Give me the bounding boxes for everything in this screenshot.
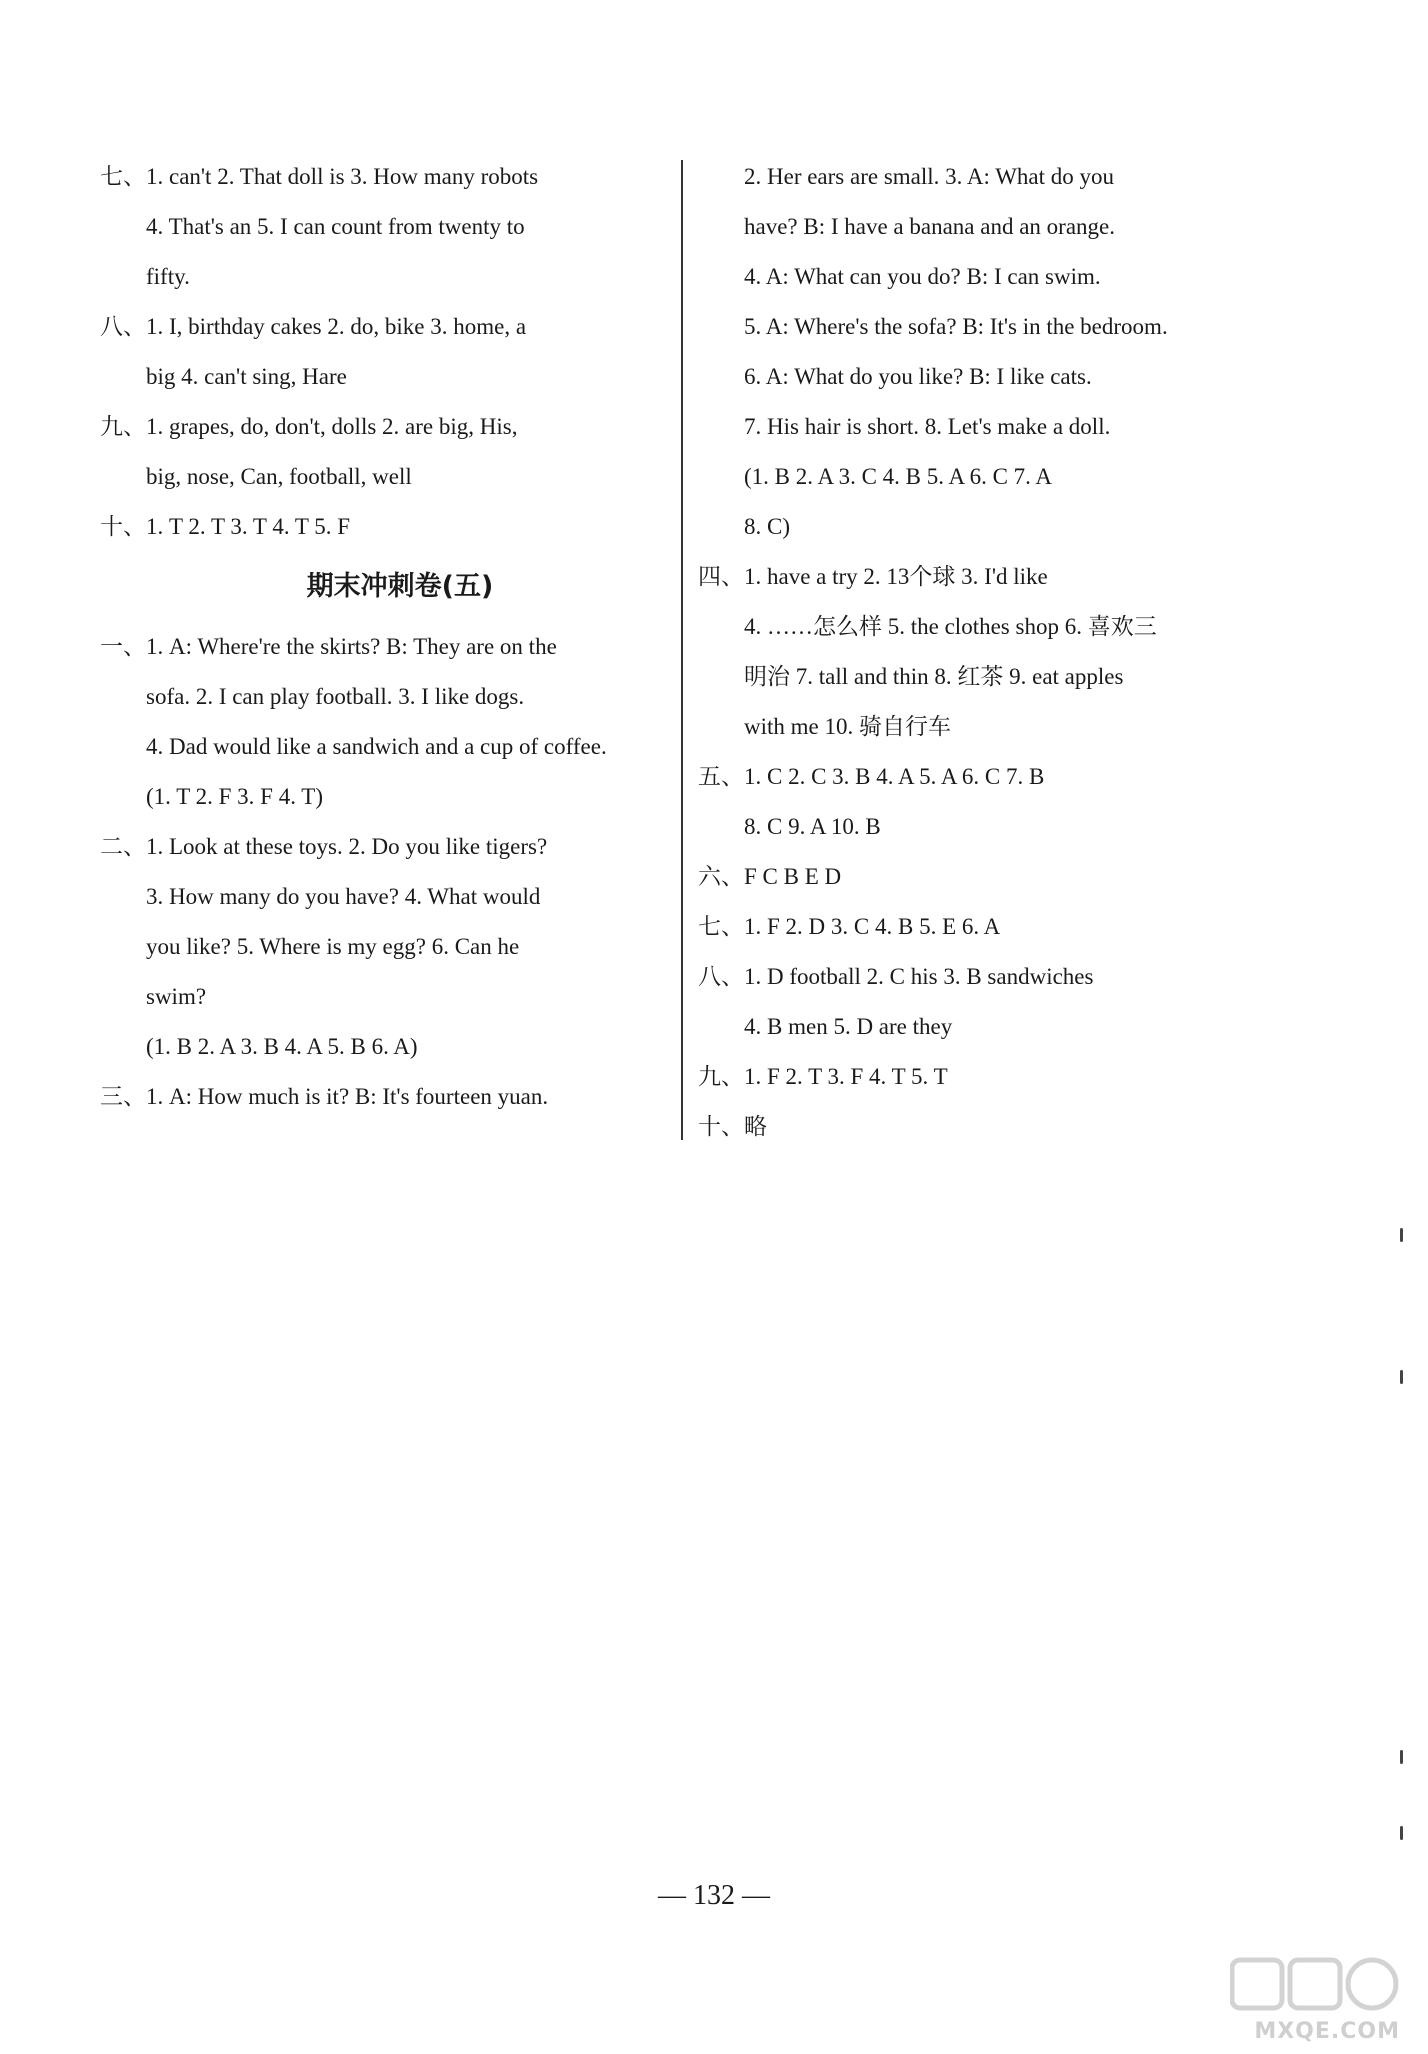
answer-line: 三、1. A: How much is it? B: It's fourteen yuan. <box>100 1084 549 1109</box>
page-number: — 132 — <box>658 1880 770 1911</box>
section-title: 期末冲刺卷(五) <box>306 571 494 602</box>
answer-line: 九、1. grapes, do, don't, dolls 2. are big, His, <box>100 414 518 439</box>
answer-line: 四、1. have a try 2. 13个球 3. I'd like <box>698 564 1048 589</box>
answer-line: 3. How many do you have? 4. What would <box>146 884 541 909</box>
answer-line: 4. B men 5. D are they <box>744 1014 953 1039</box>
answer-line: sofa. 2. I can play football. 3. I like dogs. <box>146 684 525 709</box>
answer-line: 8. C 9. A 10. B <box>744 814 881 839</box>
answer-line: 五、1. C 2. C 3. B 4. A 5. A 6. C 7. B <box>698 764 1045 789</box>
answer-line: (1. B 2. A 3. C 4. B 5. A 6. C 7. A <box>744 464 1053 489</box>
answer-line: 七、1. F 2. D 3. C 4. B 5. E 6. A <box>698 914 1001 939</box>
answer-line: you like? 5. Where is my egg? 6. Can he <box>146 934 520 959</box>
answer-line: swim? <box>146 984 207 1009</box>
answer-line: (1. B 2. A 3. B 4. A 5. B 6. A) <box>146 1034 418 1059</box>
answer-line: 8. C) <box>744 514 790 539</box>
answer-line: (1. T 2. F 3. F 4. T) <box>146 784 324 809</box>
answer-line: 明治 7. tall and thin 8. 红茶 9. eat apples <box>744 664 1124 689</box>
answer-line: 十、略 <box>698 1114 767 1139</box>
answer-line: 七、1. can't 2. That doll is 3. How many robots <box>100 164 539 189</box>
answer-line: 4. That's an 5. I can count from twenty to <box>146 214 525 239</box>
answer-line: 十、1. T 2. T 3. T 4. T 5. F <box>100 514 351 539</box>
answer-line: 5. A: Where's the sofa? B: It's in the bedroom. <box>744 314 1168 339</box>
answer-line: 2. Her ears are small. 3. A: What do you <box>744 164 1115 189</box>
answer-line: 4. A: What can you do? B: I can swim. <box>744 264 1101 289</box>
answer-line: with me 10. 骑自行车 <box>744 714 951 739</box>
answer-line: 7. His hair is short. 8. Let's make a doll. <box>744 414 1111 439</box>
scan-mark <box>1400 1750 1403 1764</box>
scan-mark <box>1400 1826 1403 1840</box>
answer-line: 二、1. Look at these toys. 2. Do you like tigers? <box>100 834 548 859</box>
answer-line: big, nose, Can, football, well <box>146 464 412 489</box>
answer-line: 一、1. A: Where're the skirts? B: They are on the <box>100 634 557 659</box>
column-divider <box>681 160 683 1140</box>
watermark <box>1210 1954 1410 2044</box>
answer-line: 4. ……怎么样 5. the clothes shop 6. 喜欢三 <box>744 614 1157 639</box>
scan-mark <box>1400 1228 1403 1242</box>
answer-line: 六、F C B E D <box>698 864 842 889</box>
answer-line: fifty. <box>146 264 190 289</box>
scan-mark <box>1400 1370 1403 1384</box>
answer-line: big 4. can't sing, Hare <box>146 364 347 389</box>
answer-line: 4. Dad would like a sandwich and a cup of coffee. <box>146 734 607 759</box>
answer-line: 八、1. I, birthday cakes 2. do, bike 3. home, a <box>100 314 527 339</box>
answer-line: have? B: I have a banana and an orange. <box>744 214 1116 239</box>
left-column <box>100 152 670 1122</box>
answer-line: 九、1. F 2. T 3. F 4. T 5. T <box>698 1064 948 1089</box>
right-column <box>698 152 1270 1152</box>
answer-line: 6. A: What do you like? B: I like cats. <box>744 364 1092 389</box>
watermark-logo <box>1230 1954 1400 2014</box>
watermark-site: MXQE.COM <box>1254 2019 1400 2044</box>
answer-line: 八、1. D football 2. C his 3. B sandwiches <box>698 964 1094 989</box>
